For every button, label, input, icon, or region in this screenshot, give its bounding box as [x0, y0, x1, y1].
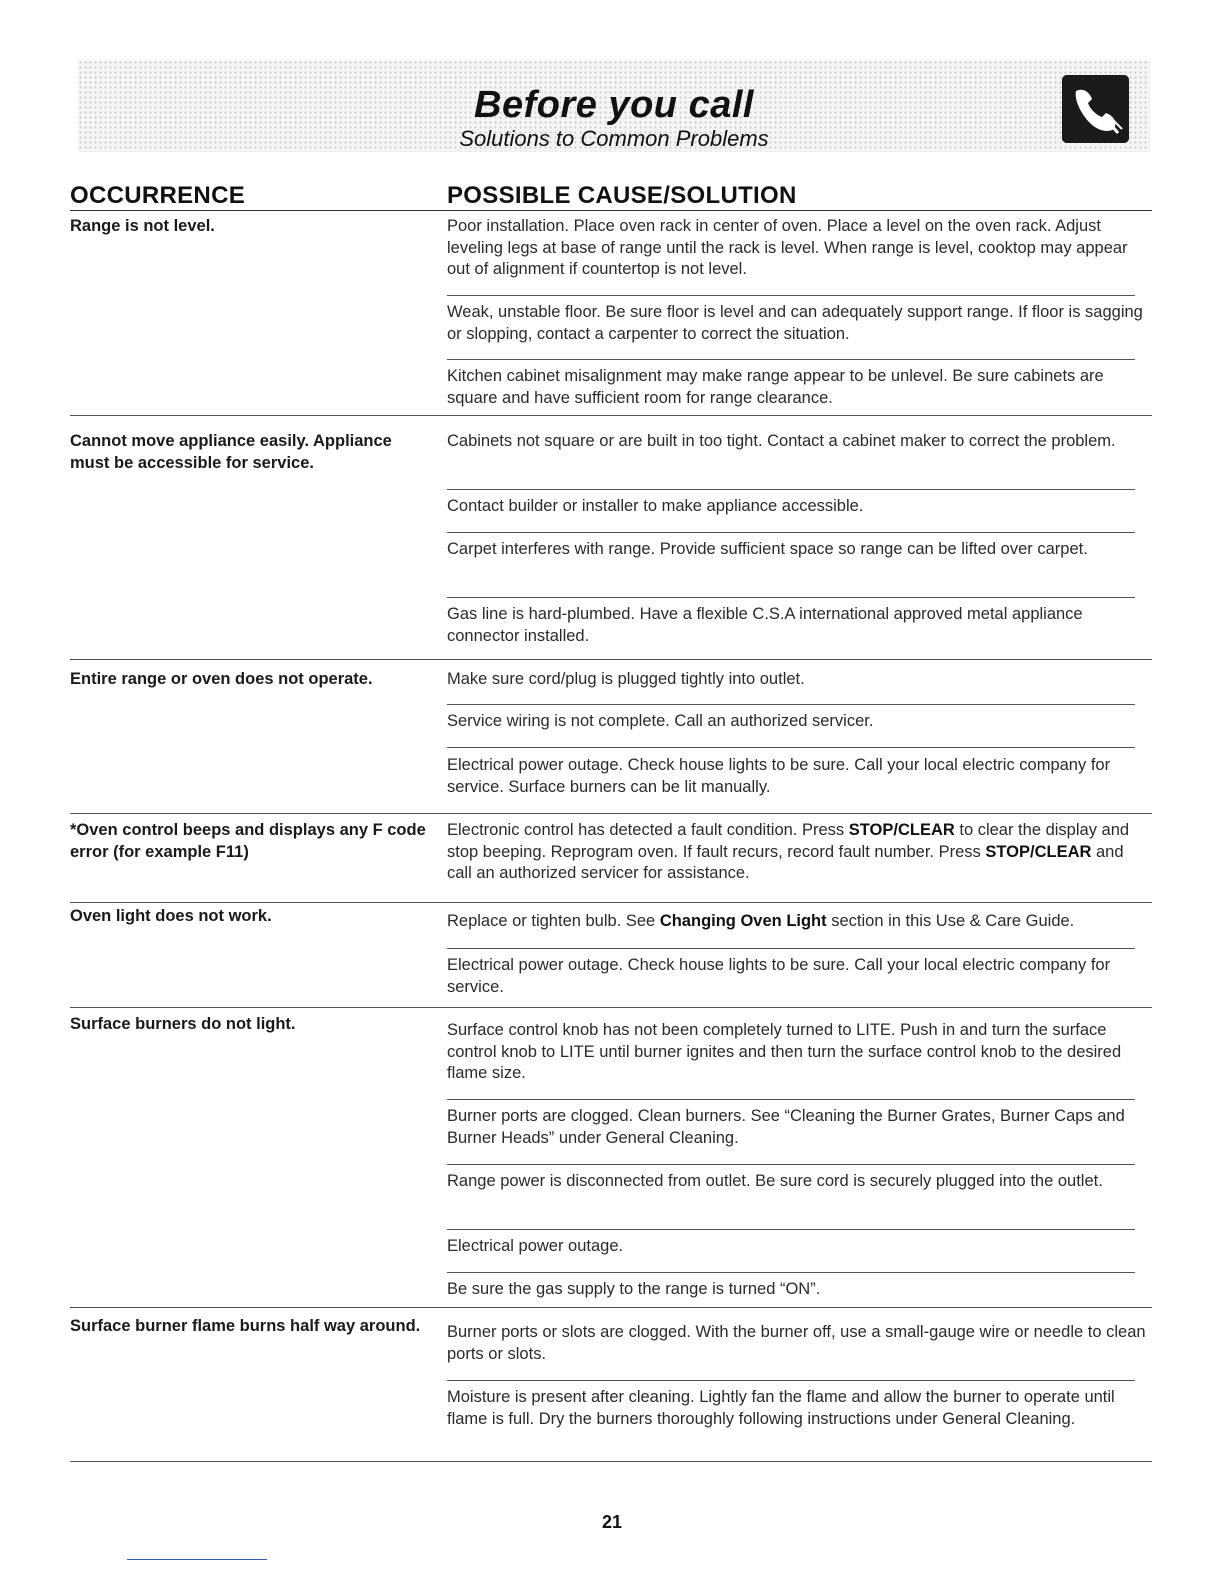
solution-divider [447, 704, 1135, 705]
solution-text: Electrical power outage. Check house lights to be sure. Call your local electric company for service. Surface burners can be lit manually. [447, 756, 1111, 796]
solution-text: Burner ports or slots are clogged. With the burner off, use a small-gauge wire or needle to clean ports or slots. [447, 1323, 1146, 1363]
solution-text: Be sure the gas supply to the range is turned “ON”. [447, 1280, 821, 1298]
footer-line [127, 1559, 267, 1560]
solution-divider [447, 1272, 1135, 1273]
solution-text: Gas line is hard-plumbed. Have a flexible C.S.A international approved metal appliance connector installed. [447, 605, 1083, 645]
column-header-cause: POSSIBLE CAUSE/SOLUTION [447, 182, 797, 209]
row-divider [70, 1307, 1152, 1308]
solution-divider [447, 597, 1135, 598]
solution-text: Cabinets not square or are built in too tight. Contact a cabinet maker to correct the problem. [447, 432, 1116, 450]
solution-divider [447, 1380, 1135, 1381]
column-header-occurrence: OCCURRENCE [70, 182, 246, 209]
solution-text: Electrical power outage. [447, 1237, 624, 1255]
solution-divider [447, 747, 1135, 748]
page-title: Before you call [474, 84, 754, 126]
page-number: 21 [601, 1512, 623, 1532]
solution-text: Replace or tighten bulb. See Changing Oven Light section in this Use & Care Guide. [447, 912, 1075, 930]
page-subtitle: Solutions to Common Problems [459, 126, 769, 151]
header-divider [70, 210, 1152, 211]
stop-clear-key-label: STOP/CLEAR [848, 821, 955, 839]
occurrence-oven-light: Oven light does not work. [70, 907, 272, 925]
solution-divider [447, 1229, 1135, 1230]
row-divider [70, 1007, 1152, 1008]
stop-clear-key-label: STOP/CLEAR [985, 842, 1092, 861]
telephone-handset-icon [1062, 75, 1129, 143]
solution-text: Surface control knob has not been completely turned to LITE. Push in and turn the surface control knob to LITE until burner ignites and then turn the surface control knob to the desired flame size. [447, 1021, 1122, 1082]
solution-text: Moisture is present after cleaning. Lightly fan the flame and allow the burner to operate until flame is full. Dry the burners thoroughly following instructions under General Cleaning. [447, 1388, 1115, 1428]
occurrence-flame-half-way: Surface burner flame burns half way around. [70, 1317, 421, 1335]
solution-text: Electrical power outage. Check house lights to be sure. Call your local electric company for service. [447, 956, 1111, 996]
solution-text: Range power is disconnected from outlet. Be sure cord is securely plugged into the outlet. [447, 1172, 1103, 1190]
solution-divider [447, 359, 1135, 360]
occurrence-range-not-level: Range is not level. [70, 217, 215, 235]
solution-text: Kitchen cabinet misalignment may make range appear to be unlevel. Be sure cabinets are square and have sufficient room for range clearance. [447, 367, 1104, 407]
solution-divider [447, 1099, 1135, 1100]
row-divider [70, 659, 1152, 660]
occurrence-range-does-not-operate: Entire range or oven does not operate. [70, 670, 373, 688]
header-banner [78, 60, 1150, 152]
solution-divider [447, 295, 1135, 296]
row-divider [70, 813, 1152, 814]
occurrence-cannot-move-appliance: Cannot move appliance easily. Appliance must be accessible for service. [70, 432, 392, 472]
solution-text: Service wiring is not complete. Call an authorized servicer. [447, 712, 874, 730]
solution-text: Carpet interferes with range. Provide sufficient space so range can be lifted over carpet. [447, 540, 1088, 558]
solution-text: Burner ports are clogged. Clean burners. See “Cleaning the Burner Grates, Burner Caps and Burner Heads” under General Cleaning. [447, 1107, 1125, 1147]
occurrence-oven-control-beeps: *Oven control beeps and displays any F code error (for example F11) [70, 821, 426, 861]
solution-divider [447, 532, 1135, 533]
section-reference: Changing Oven Light [659, 912, 827, 930]
row-divider [70, 902, 1152, 903]
occurrence-burners-do-not-light: Surface burners do not light. [70, 1015, 296, 1033]
solution-text: Contact builder or installer to make appliance accessible. [447, 497, 864, 515]
solution-divider [447, 1164, 1135, 1165]
solution-divider [447, 489, 1135, 490]
solution-text: Poor installation. Place oven rack in center of oven. Place a level on the oven rack. Adjust leveling legs at base of range until the rack is level. When range is level, cooktop may appear out of alignment if countertop is not level. [447, 217, 1128, 278]
solution-text: Weak, unstable floor. Be sure floor is level and can adequately support range. If floor is sagging or slopping, contact a carpenter to correct the situation. [447, 303, 1143, 343]
solution-divider [447, 948, 1135, 949]
row-divider [70, 1461, 1152, 1462]
solution-text: Make sure cord/plug is plugged tightly into outlet. [447, 670, 805, 688]
solution-text: Electronic control has detected a fault condition. Press STOP/CLEAR to clear the display and stop beeping. Reprogram oven. If fault recurs, record fault number. Press STOP/CLEAR and call an authorized servicer for assistance. [447, 821, 1130, 882]
row-divider [70, 415, 1152, 416]
